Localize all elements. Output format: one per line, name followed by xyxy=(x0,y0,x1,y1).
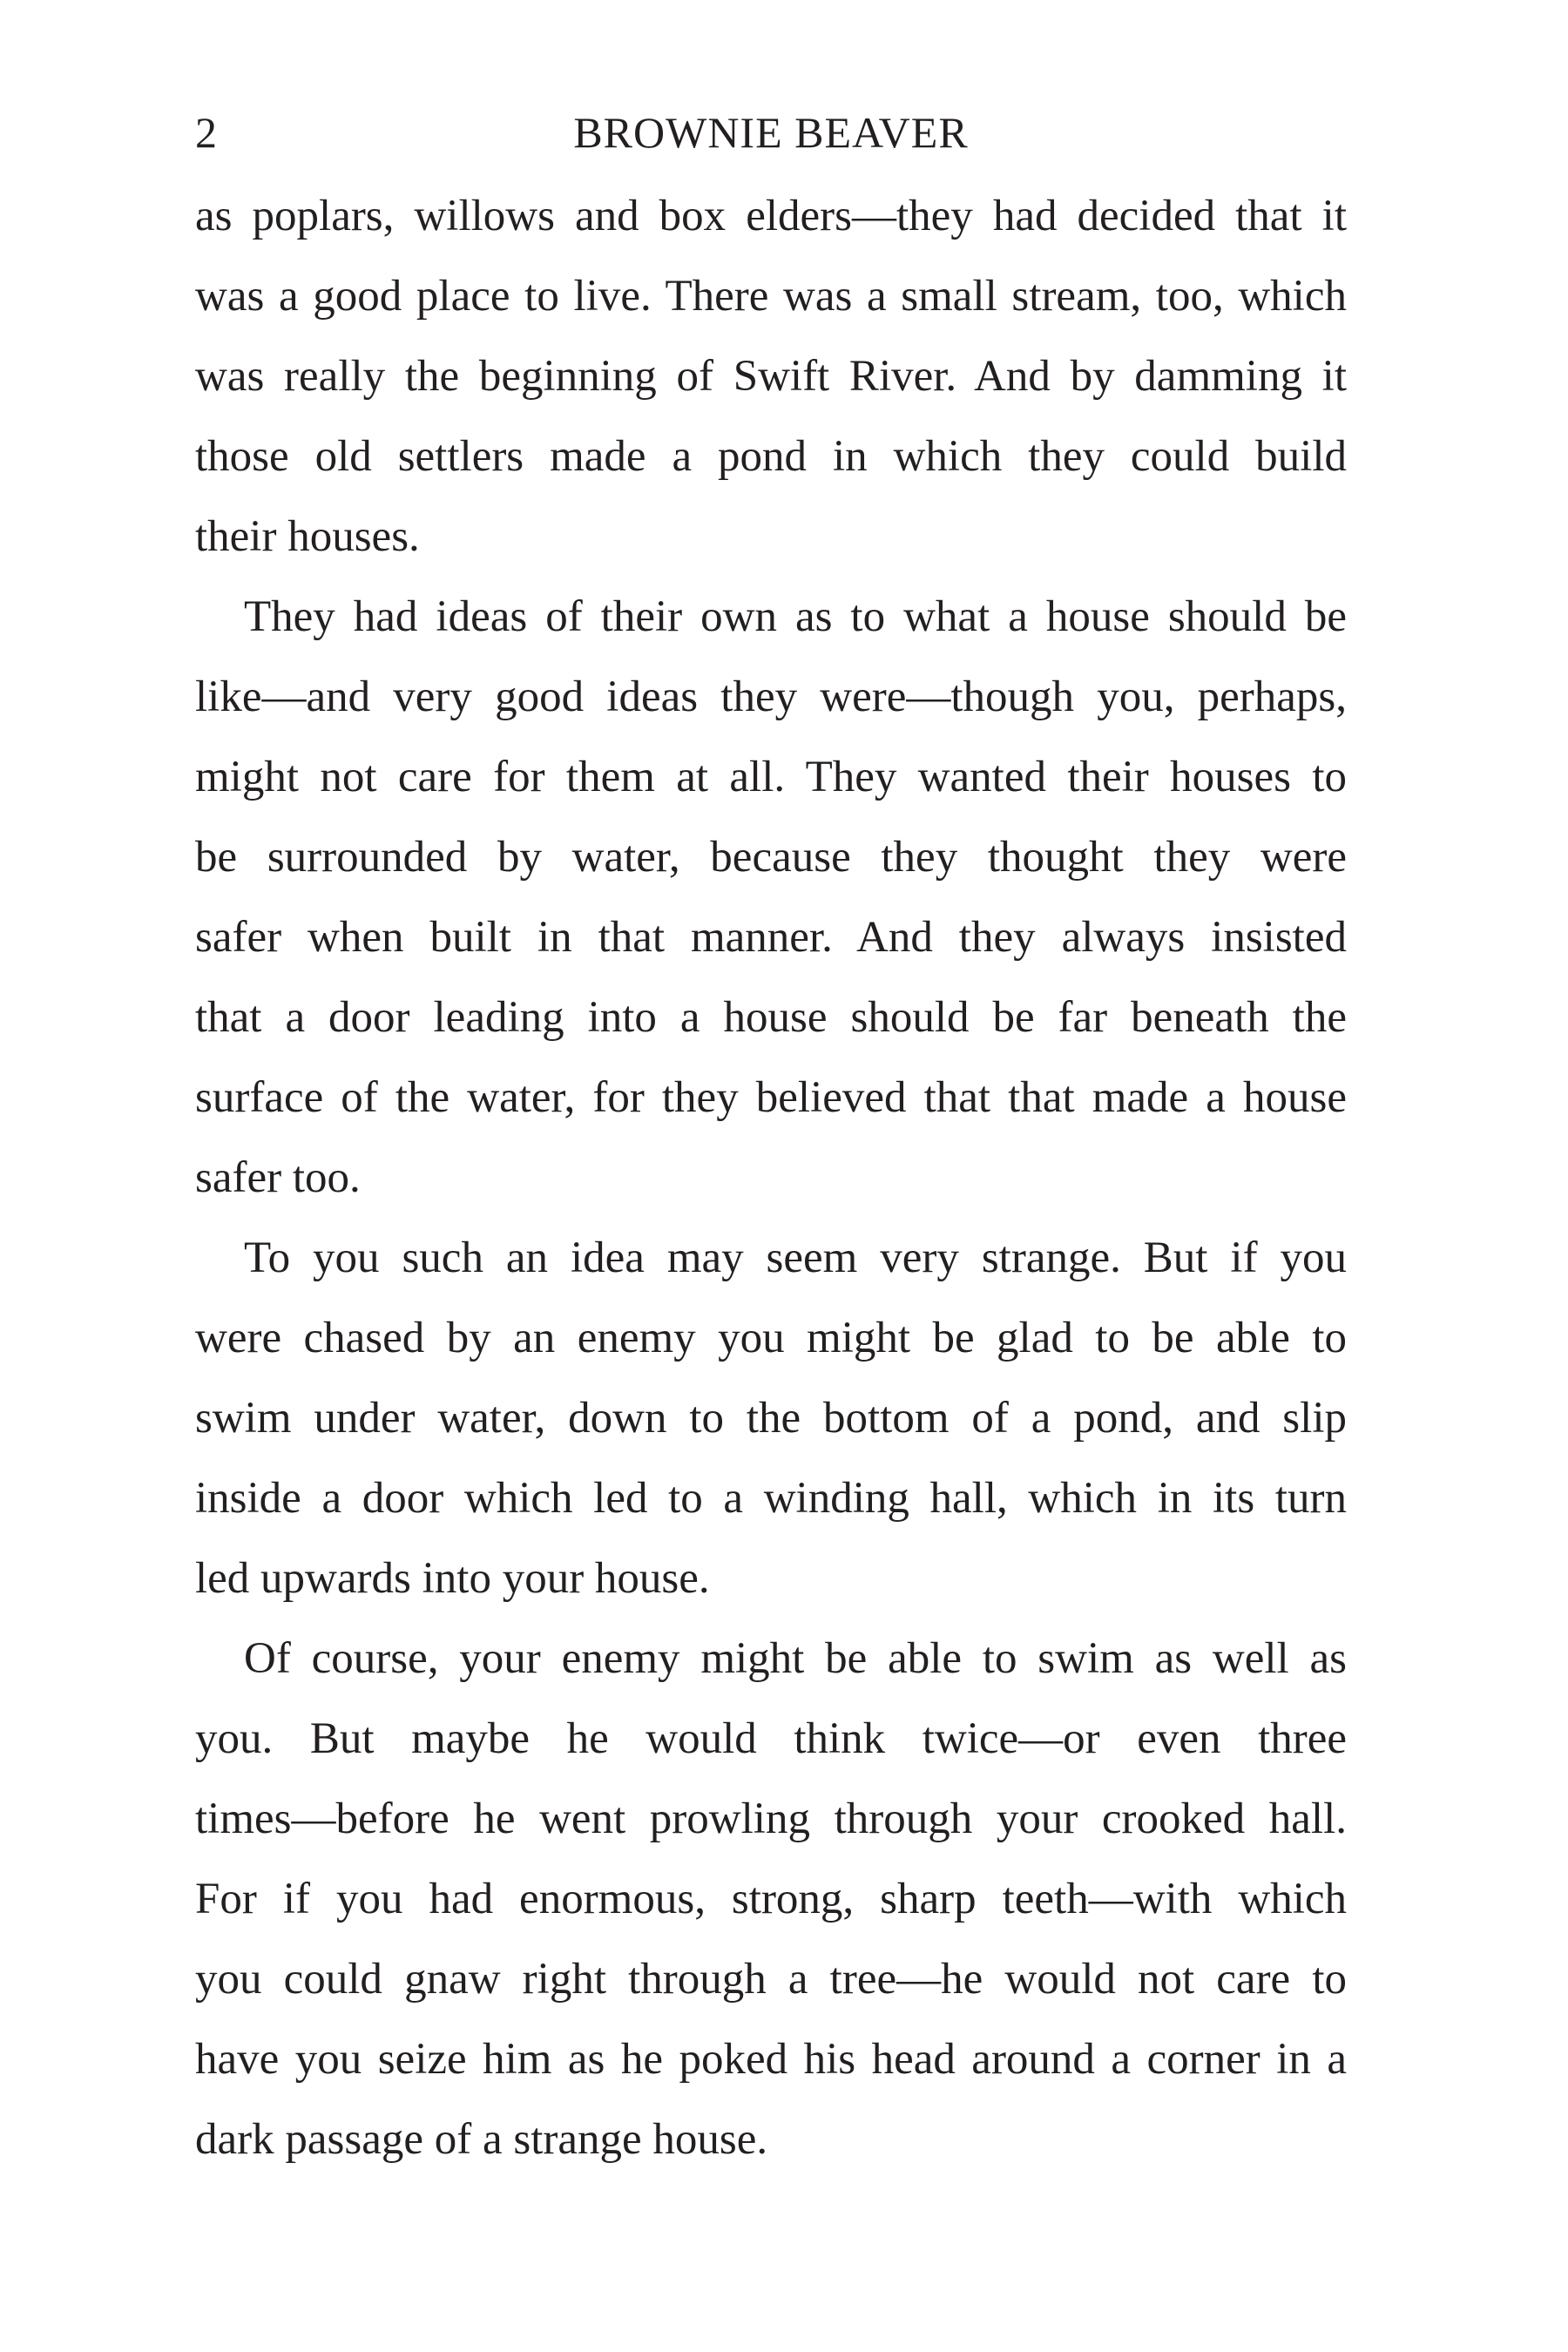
body-text xyxy=(195,176,1347,2180)
text-line: were chased by an enemy you might be glad to be able to xyxy=(195,1314,1347,1362)
text-line: as poplars, willows and box elders—they had decided that it xyxy=(195,192,1347,240)
text-line: dark passage of a strange house. xyxy=(195,2115,768,2164)
text-line: For if you had enormous, strong, sharp teeth—with which xyxy=(195,1875,1347,1923)
text-line: might not care for them at all. They wanted their houses to xyxy=(195,753,1347,801)
text-line: have you seize him as he poked his head around a corner in a xyxy=(195,2035,1347,2084)
text-line: was a good place to live. There was a small stream, too, which xyxy=(195,272,1347,321)
text-line: be surrounded by water, because they thought they were xyxy=(195,833,1347,882)
text-line: that a door leading into a house should be far beneath the xyxy=(195,993,1347,1042)
text-line: times—before he went prowling through your crooked hall. xyxy=(195,1794,1347,1843)
paragraph-first-line: To you such an idea may seem very strange. But if you xyxy=(244,1233,1347,1282)
text-line: those old settlers made a pond in which they could build xyxy=(195,432,1347,481)
page-number: 2 xyxy=(195,108,218,157)
paragraph-first-line: Of course, your enemy might be able to swim as well as xyxy=(244,1634,1347,1683)
paragraph-first-line: They had ideas of their own as to what a house should be xyxy=(244,592,1347,641)
text-line: like—and very good ideas they were—though you, perhaps, xyxy=(195,672,1347,721)
text-line: safer too. xyxy=(195,1153,361,1202)
text-line: was really the beginning of Swift River. And by damming it xyxy=(195,352,1347,401)
text-line: safer when built in that manner. And they always insisted xyxy=(195,913,1347,962)
text-line: swim under water, down to the bottom of a pond, and slip xyxy=(195,1394,1347,1443)
running-head xyxy=(195,98,1347,167)
text-line: their houses. xyxy=(195,512,420,561)
running-title: BROWNIE BEAVER xyxy=(573,108,969,157)
text-line: led upwards into your house. xyxy=(195,1554,710,1603)
text-line: you. But maybe he would think twice—or even three xyxy=(195,1714,1347,1763)
text-line: you could gnaw right through a tree—he would not care to xyxy=(195,1955,1347,2004)
text-line: inside a door which led to a winding hall, which in its turn xyxy=(195,1474,1347,1523)
text-line: surface of the water, for they believed that that made a house xyxy=(195,1073,1347,1122)
